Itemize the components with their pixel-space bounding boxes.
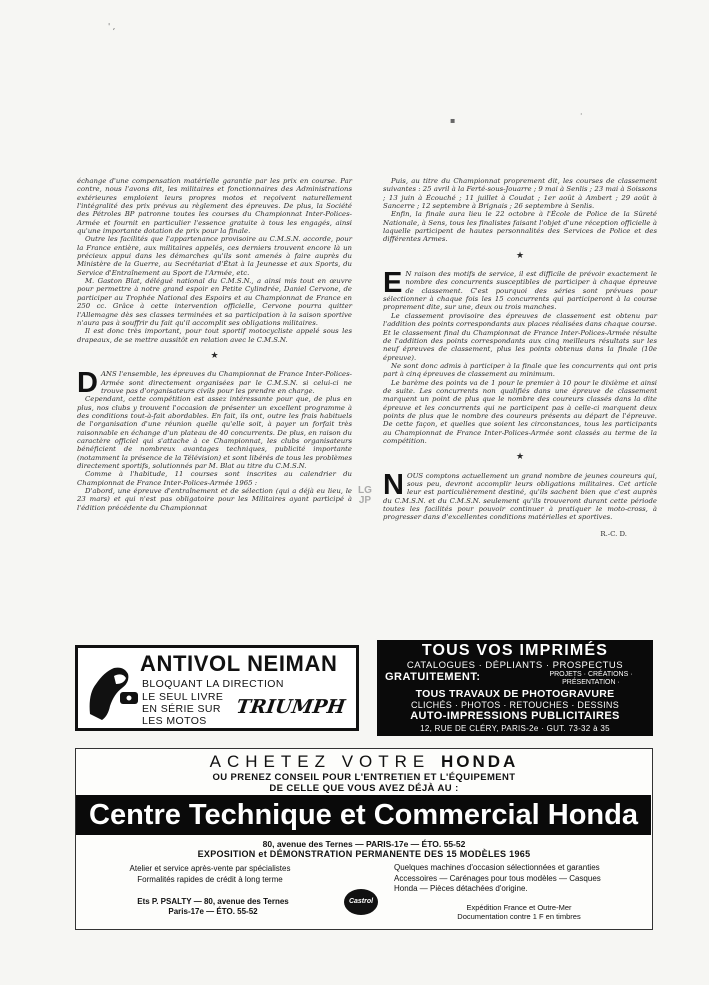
ad-line: Honda — Pièces détachées d'origine. bbox=[394, 884, 528, 893]
ad-line: GRATUITEMENT: bbox=[385, 671, 481, 683]
ad-line: LES MOTOS bbox=[142, 715, 207, 727]
ad-antivol-neiman bbox=[75, 645, 359, 731]
ad-line: BLOQUANT LA DIRECTION bbox=[142, 678, 284, 690]
paragraph: Le classement provisoire des épreuves de classement est obtenu par l'addition des points correspondants aux places réalisées dans chaque course. Et le classement final du Championnat de France Inter-Polices-Armée résulte de l'addition des points correspondants aux cinq meilleurs résultats sur les neuf épreuves de classement, plus les points obtenus dans la finale (10e épreuve). bbox=[383, 311, 657, 362]
paragraph: Ne sont donc admis à participer à la finale que les concurrents qui ont pris part à cinq épreuves de classement au minimum. bbox=[383, 361, 657, 379]
paragraph: Enfin, la finale aura lieu le 22 octobre à l'École de Police de la Sûreté Nationale, à Sens, tous les finalistes faisant l'objet d'une réception officielle à laquelle participent de hautes personnalités des Services de Police et des différentes Armes. bbox=[383, 210, 657, 244]
ad-brand: ANTIVOL NEIMAN bbox=[140, 651, 338, 676]
honda-brand: HONDA bbox=[441, 752, 519, 771]
print-speck: ' , bbox=[108, 22, 116, 31]
ad-line: Quelques machines d'occasion sélectionnées et garanties bbox=[394, 863, 600, 872]
ad-line: Atelier et service après-vente par spécialistes bbox=[129, 864, 291, 873]
paragraph-text: N raison des motifs de service, il est difficile de prévoir exactement le nombre des concurrents susceptibles de participer à chaque épreuve de classement. C'est pourquoi des séries sont prévues pour sélectionner à chaque fois les 15 concurrents qui participeront à la course proprement dite, sur une, deux ou trois manches. bbox=[383, 270, 657, 312]
ad-right-column bbox=[394, 863, 644, 895]
ad-line: Formalités rapides de crédit à long terme bbox=[137, 875, 283, 884]
watermark-logo bbox=[354, 486, 376, 530]
paragraph: M. Gaston Blat, délégué national du C.M.S.N., a ainsi mis tout en œuvre pour permettre à notre grand espoir en Petite Cylindrée, Daniel Cervone, de participer au Trophée National des Espoirs et au Championnat de France en 250 cc. Grâce à cette intervention officielle, Cervone pourra quitter l'Allemagne dès ses classes terminées et sa participation à la saison sportive n'aura pas à souffrir du fait qu'il accomplit ses obligations militaires. bbox=[77, 277, 352, 327]
ad-honda bbox=[75, 748, 653, 930]
print-speck: ▪ bbox=[450, 116, 456, 125]
castrol-logo: Castrol bbox=[344, 889, 378, 915]
ad-line: PROJETS · CRÉATIONS · PRÉSENTATION · bbox=[549, 671, 633, 686]
paragraph-text: ANS l'ensemble, les épreuves du Championnat de France Inter-Polices-Armée sont directement organisées par le C.M.S.N. si celui-ci ne trouve pas d'organisateurs civils pour les prendre en charge. bbox=[100, 370, 352, 395]
article-column-left bbox=[77, 177, 352, 512]
ad-line: Ets P. PSALTY — 80, avenue des Ternes bbox=[137, 897, 289, 906]
article-column-right bbox=[383, 177, 657, 538]
ad-dealer bbox=[98, 897, 328, 917]
ad-address: 12, RUE DE CLÉRY, PARIS-2e · GUT. 73-32 à 35 bbox=[420, 724, 610, 733]
paragraph: Il est donc très important, pour tout sportif motocycliste appelé sous les drapeaux, de se mettre aussitôt en relation avec le C.M.S.N. bbox=[77, 327, 352, 344]
ad-line: TOUS TRAVAUX DE PHOTOGRAVURE bbox=[415, 688, 615, 700]
hand-lock-illustration-icon bbox=[84, 654, 144, 724]
ad-line: Expédition France et Outre-Mer bbox=[466, 903, 572, 912]
ad-expedition bbox=[394, 903, 644, 921]
ad-line: Documentation contre 1 F en timbres bbox=[457, 912, 581, 921]
ad-line: Paris-17e — ÉTO. 55-52 bbox=[168, 907, 258, 916]
star-separator: ★ bbox=[515, 250, 525, 261]
ad-headline bbox=[76, 752, 652, 772]
watermark-text: LG JP bbox=[358, 485, 372, 506]
print-speck: · bbox=[580, 110, 583, 119]
star-separator: ★ bbox=[210, 350, 219, 361]
paragraph: Cependant, cette compétition est assez intéressante pour que, de plus en plus, nos clubs y trouvent l'occasion de présenter un excellent programme à des conditions tout-à-fait abordables. En fait, ils ont, outre les frais habituels de l'organisation d'une réunion quelle qu'elle soit, à payer un forfait très raisonnable en échange d'un plateau de 40 concurrents. De plus, en raison du caractère officiel qui s'attache à ce Championnat, les clubs organisateurs bénéficient de nombreux avantages techniques, publicité importante (notamment la présence de la Télévision) et sont libérés de tous les problèmes directement sportifs, solutionnés par M. Blat au titre du C.M.S.N. bbox=[77, 395, 352, 470]
paragraph-dropcap bbox=[383, 267, 657, 312]
paragraph: Comme à l'habitude, 11 courses sont inscrites au calendrier du Championnat de France Inter-Polices-Armée 1965 : bbox=[77, 470, 352, 487]
ad-line: AUTO-IMPRESSIONS PUBLICITAIRES bbox=[410, 710, 620, 722]
ad-line: DE CELLE QUE VOUS AVEZ DÉJÀ AU : bbox=[269, 783, 459, 794]
paragraph: échange d'une compensation matérielle garantie par les prix en course. Par contre, nous l'avons dit, les militaires et fonctionnaires des Administrations extérieures emploient leurs propres motos et reçoivent naturellement l'intégralité des prix prévus au règlement des épreuves. De plus, la Société des Pétroles BP patronne toutes les courses du Championnat Inter-Polices-Armée et fournit en particulier l'essence gratuite à tous les engagés, ainsi qu'une importante dotation de prix pour la finale. bbox=[77, 177, 352, 236]
ad-line: OU PRENEZ CONSEIL POUR L'ENTRETIEN ET L'ÉQUIPEMENT bbox=[212, 772, 516, 783]
paragraph: Le barème des points va de 1 pour le premier à 10 pour le dixième et ainsi de suite. Les concurrents non qualifiés dans une épreuve de classement marquent un point de plus que le nombre des coureurs classés dans la dite épreuve et les concurrents qui ne participent pas à celle-ci marquent deux points de plus que le nombre des coureurs présents au départ de l'épreuve. De cette façon, et quelles que soient les circonstances, tous les participants au Championnat de France Inter-Polices-Armée sont classés au terme de la compétition. bbox=[383, 378, 657, 445]
ad-headline: TOUS VOS IMPRIMÉS bbox=[421, 642, 609, 659]
drop-cap: E bbox=[383, 267, 403, 300]
drop-cap: D bbox=[77, 367, 98, 400]
ad-headline-text: ACHETEZ VOTRE bbox=[209, 752, 431, 771]
drop-cap: N bbox=[383, 468, 404, 501]
ad-left-column bbox=[90, 863, 330, 885]
ad-line: Accessoires — Carénages pour tous modèles — Casques bbox=[394, 873, 601, 883]
ad-line: LE SEUL LIVRE bbox=[142, 691, 224, 703]
author-signature: R.-C. D. bbox=[600, 529, 627, 538]
triumph-logo: TRIUMPH bbox=[234, 696, 347, 718]
paragraph-text: OUS comptons actuellement un grand nombre de jeunes coureurs qui, sous peu, devront accomplir leurs obligations militaires. Cet article leur est particulièrement destiné, qu'ils sachent bien que c'est auprès du C.M.S.N. et du C.M.S.N. seulement qu'ils trouveront durant cette période toutes les facilités pour pouvoir continuer à pratiquer le moto-cross, à progresser dans d'excellentes conditions matérielles et sportives. bbox=[383, 471, 657, 522]
paragraph: D'abord, une épreuve d'entraînement et de sélection (qui a déjà eu lieu, le 23 mars) et qui n'est pas obligatoire pour les Militaires ayant participé à l'édition précédente du Championnat bbox=[77, 487, 352, 512]
paragraph-dropcap bbox=[77, 367, 352, 400]
ad-line: CLICHÉS · PHOTOS · RETOUCHES · DESSINS bbox=[410, 700, 620, 710]
paragraph-dropcap bbox=[383, 468, 657, 522]
ad-line: EXPOSITION et DÉMONSTRATION PERMANENTE DES 15 MODÈLES 1965 bbox=[197, 849, 531, 859]
ad-band-title: Centre Technique et Commercial Honda bbox=[76, 795, 651, 835]
ad-line: EN SÉRIE SUR bbox=[142, 703, 221, 715]
ad-address: 80, avenue des Ternes — PARIS-17e — ÉTO. 55-52 bbox=[262, 839, 466, 849]
star-separator: ★ bbox=[515, 452, 525, 463]
paragraph: Outre les facilités que l'appartenance provisoire au C.M.S.N. accorde, pour la France entière, aux militaires appelés, ces derniers trouvent encore là un précieux appui dans les démarches qu'ils sont amenés à faire auprès du Ministère de la Guerre, au Secrétariat d'État à la Jeunesse et aux Sports, du Service d'Entraînement au Sport de l'Armée, etc. bbox=[77, 235, 352, 277]
ad-imprimes bbox=[377, 640, 653, 736]
paragraph: Puis, au titre du Championnat proprement dit, les courses de classement suivantes : 25 avril à la Ferté-sous-Jouarre ; 9 mai à Senlis ; 23 mai à Soissons ; 13 juin à Écouché ; 11 juillet à Coudat ; 1er août à Ambert ; 29 août à Sancerre ; 12 septembre à Brignais ; 26 septembre à Senlis. bbox=[383, 177, 657, 211]
ad-line: CATALOGUES · DÉPLIANTS · PROSPECTUS bbox=[406, 660, 624, 671]
